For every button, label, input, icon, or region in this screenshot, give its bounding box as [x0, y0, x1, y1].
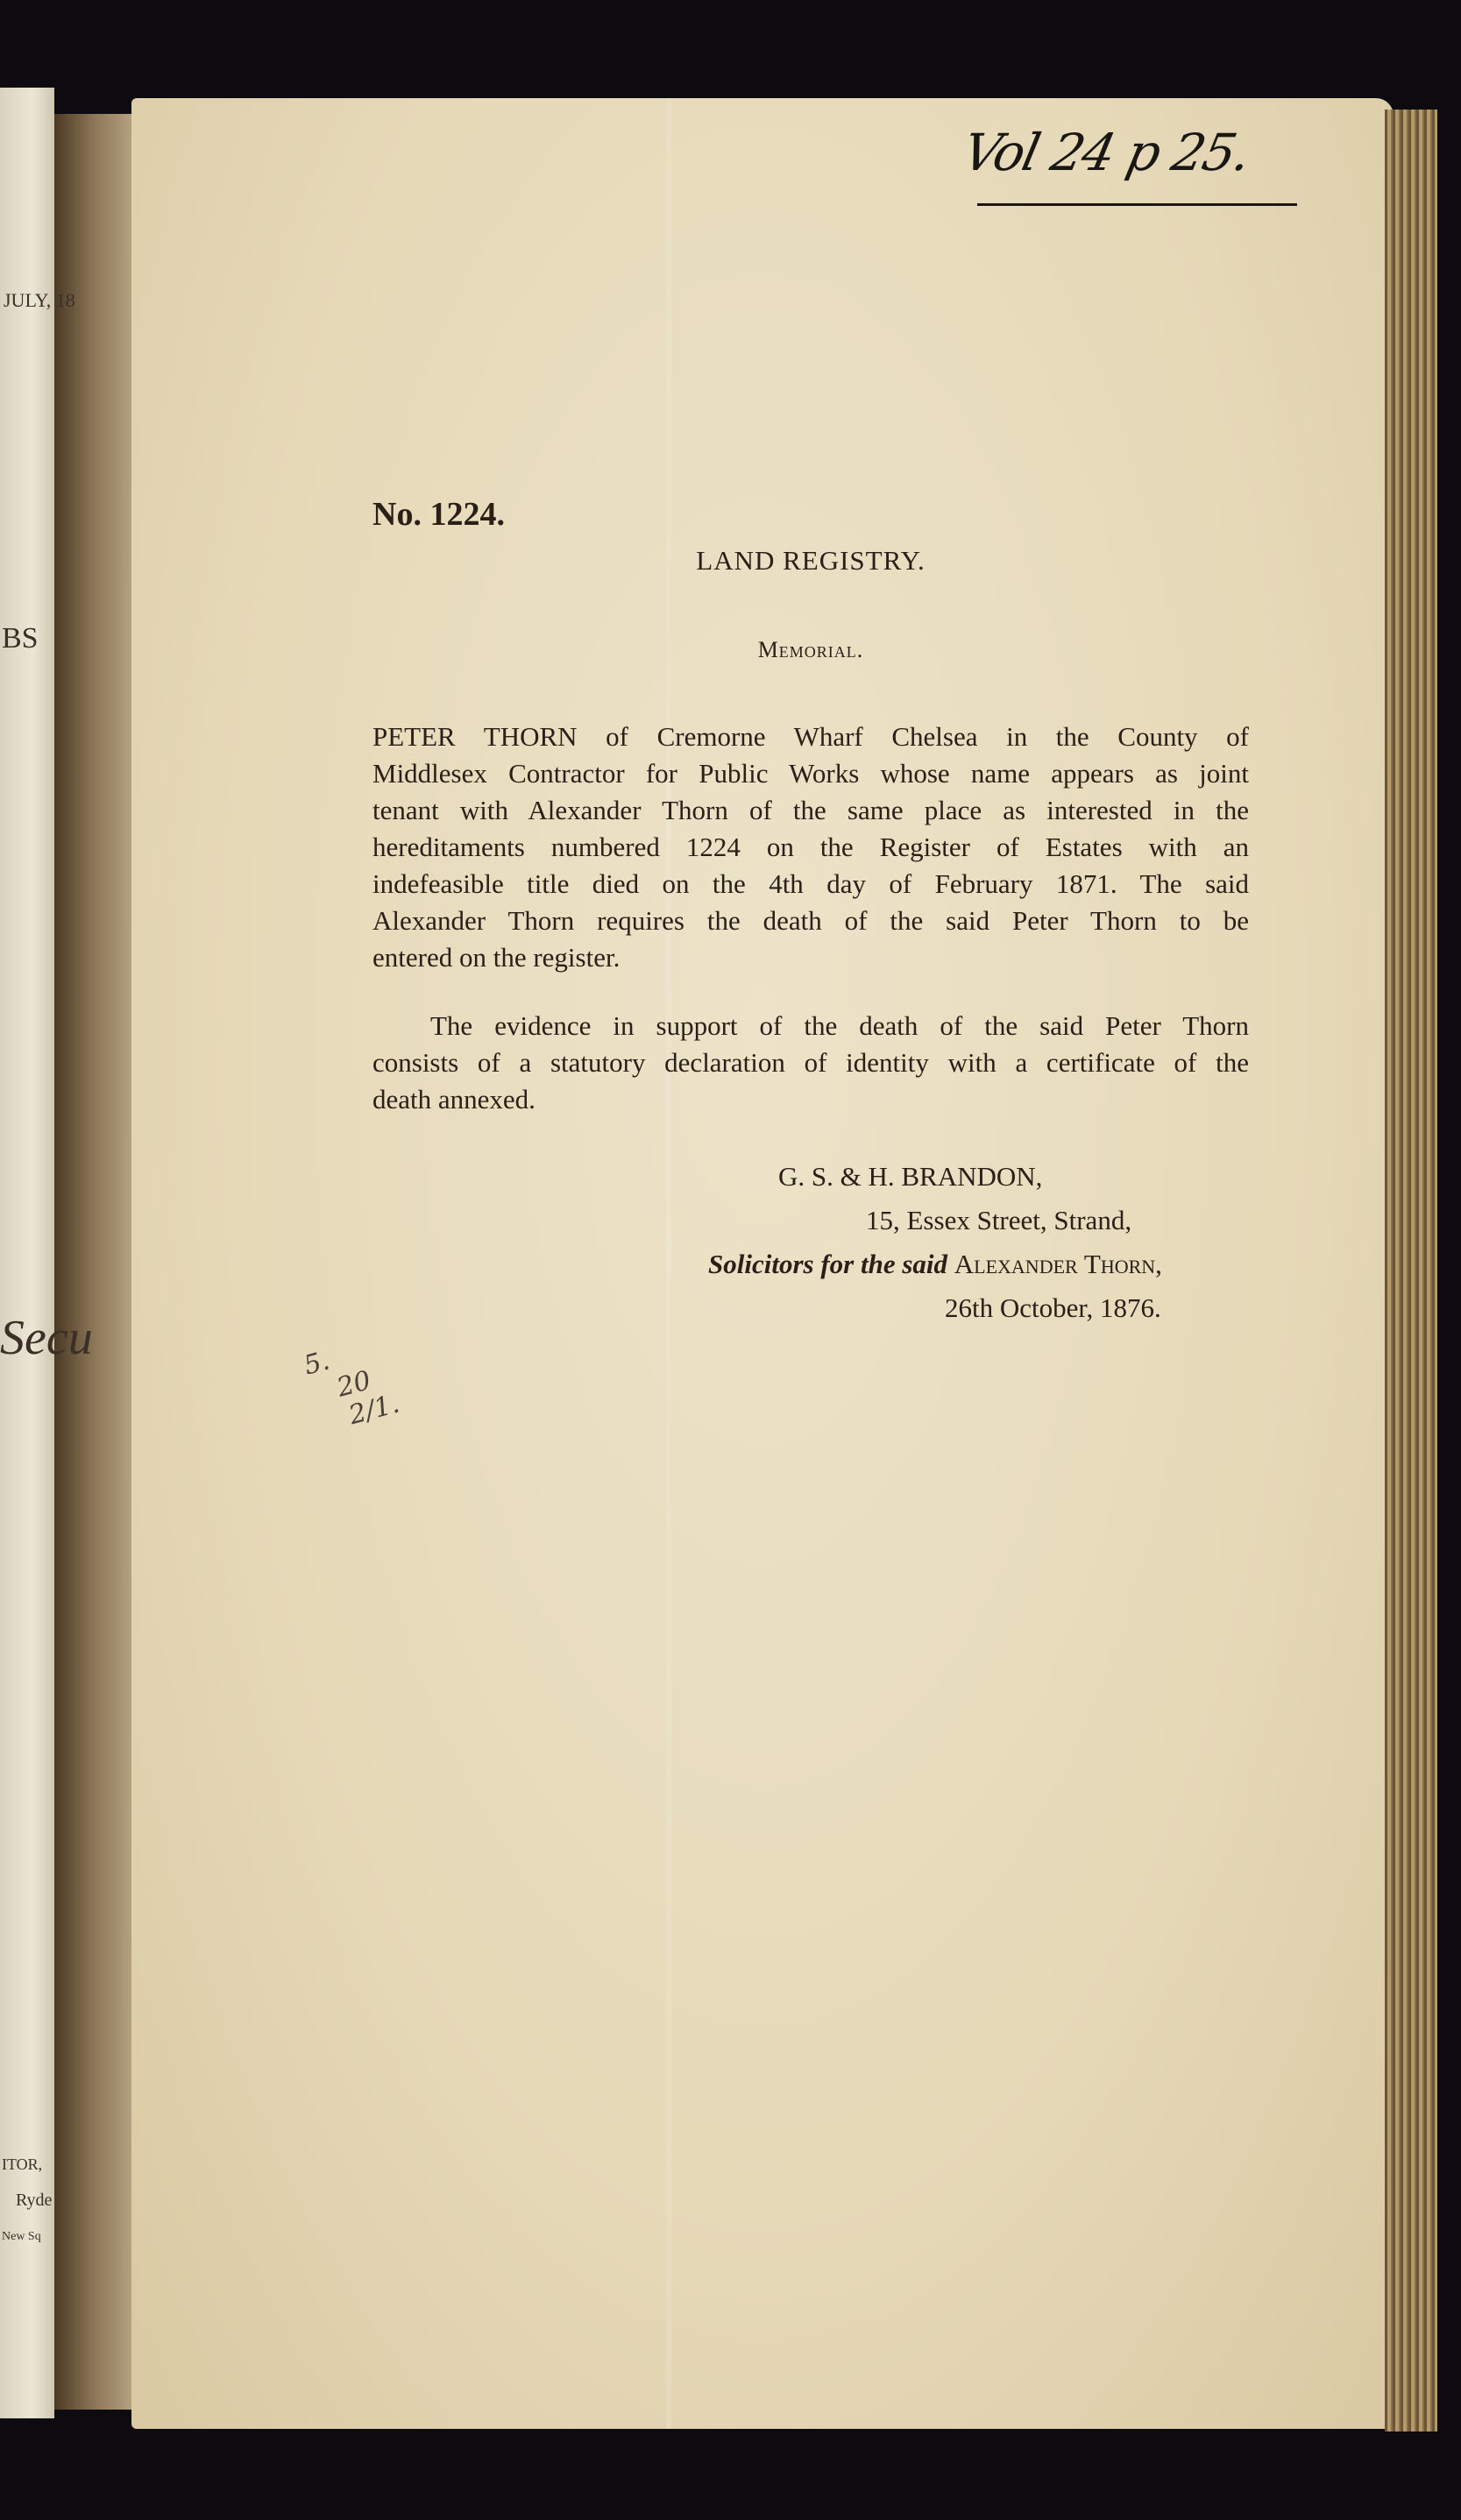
text-line: Middlesex Contractor for Public Works whose name appears as joint — [372, 758, 1249, 789]
text-line: consists of a statutory declaration of identity with a certificate of the — [372, 1047, 1249, 1078]
document-number: No. 1224. — [372, 496, 505, 533]
text-line: PETER THORN of Cremorne Wharf Chelsea in the County of — [372, 721, 1249, 752]
facing-page-text: JULY, 18 — [4, 289, 75, 311]
document-date: 26th October, 1876. — [945, 1292, 1161, 1323]
text-line: indefeasible title died on the 4th day of February 1871. The said — [372, 868, 1249, 899]
solicitor-role-line — [708, 1249, 1162, 1280]
text-line: The evidence in support of the death of the said Peter Thorn — [430, 1010, 1249, 1041]
facing-page-text: BS — [2, 622, 39, 655]
pencil-mark: 5. — [301, 1345, 333, 1382]
document-title: LAND REGISTRY. — [696, 545, 926, 576]
paragraph-2 — [372, 1008, 1249, 1118]
facing-page — [0, 88, 93, 2418]
text-line: tenant with Alexander Thorn of the same place as interested in the — [372, 795, 1249, 825]
page-fold — [666, 98, 671, 2429]
document-subtitle: Memorial. — [757, 637, 864, 662]
page-edges — [1385, 110, 1437, 2432]
text-line: Alexander Thorn requires the death of the said Peter Thorn to be — [372, 905, 1249, 936]
handwritten-reference: Vol 24 p 25. — [957, 123, 1255, 182]
pencil-mark: 2/1. — [345, 1388, 403, 1432]
facing-page-text: Secu — [0, 1311, 93, 1365]
handwritten-underline — [977, 203, 1297, 206]
solicitor-role: Solicitors for the said — [708, 1249, 948, 1279]
facing-page-text: Ryde — [16, 2191, 53, 2210]
facing-page-text: New Sq — [2, 2230, 41, 2243]
facing-page-text: ITOR, — [2, 2155, 43, 2173]
paragraph-1 — [372, 718, 1249, 976]
client-name: Alexander Thorn, — [954, 1249, 1162, 1279]
solicitor-firm: G. S. & H. BRANDON, — [778, 1161, 1043, 1192]
pencil-mark: 20 — [333, 1364, 374, 1404]
text-line: hereditaments numbered 1224 on the Register of Estates with an — [372, 832, 1249, 862]
solicitor-address: 15, Essex Street, Strand, — [866, 1205, 1132, 1235]
text-line: death annexed. — [372, 1084, 535, 1115]
text-line: entered on the register. — [372, 942, 621, 973]
